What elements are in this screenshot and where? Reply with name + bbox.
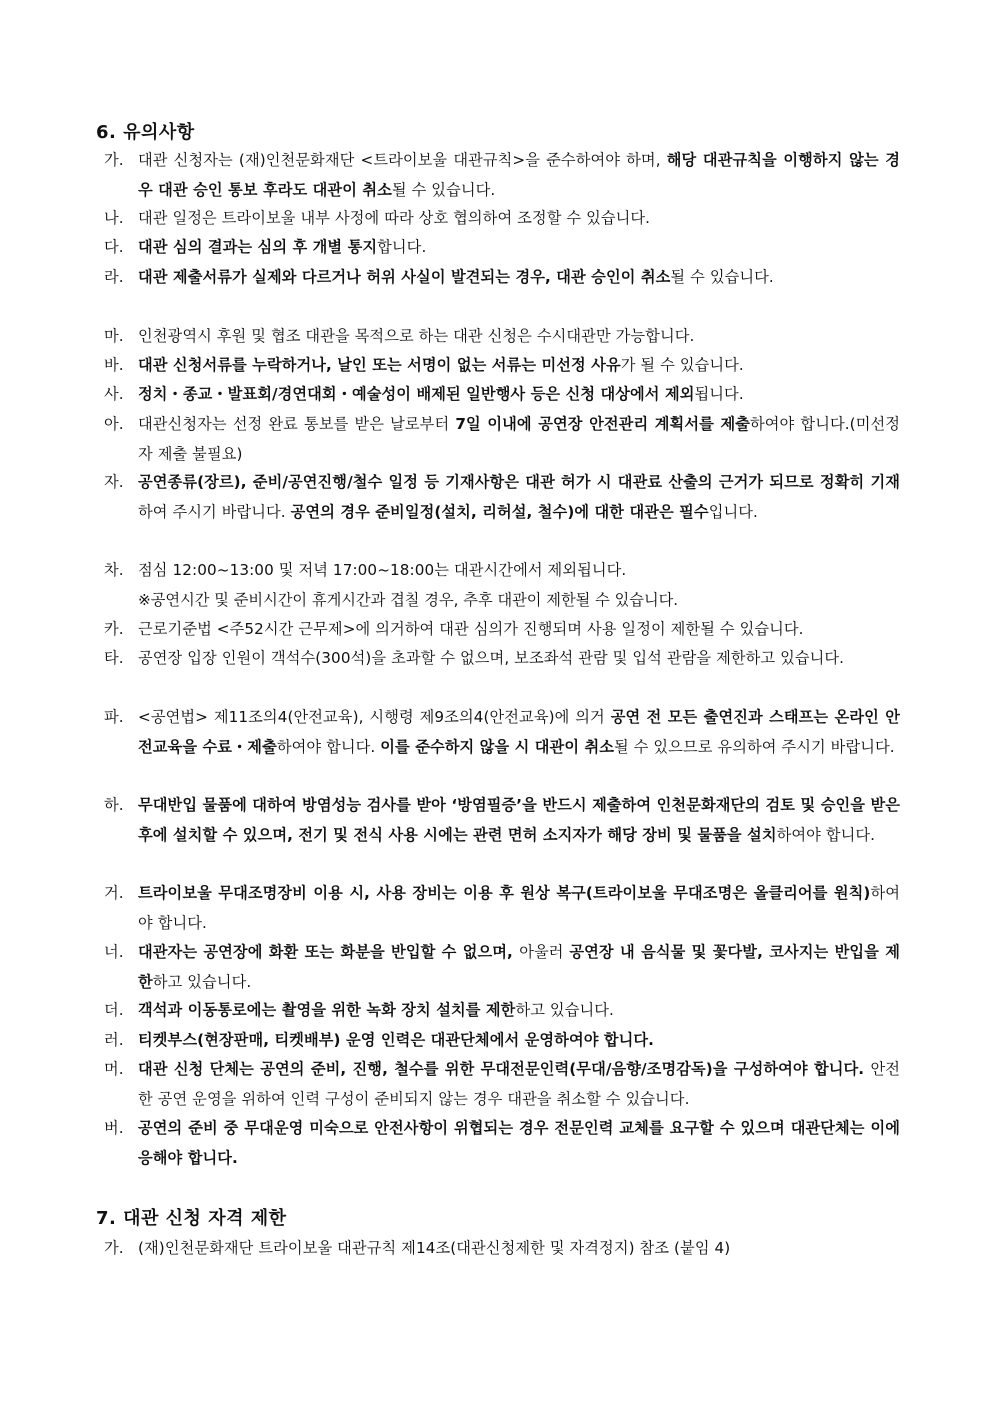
list-item (104, 1234, 900, 1264)
item-marker: 아. (104, 415, 124, 433)
item-text: 공연장 입장 인원이 객석수(300석)을 초과할 수 없으며, 보조좌석 관람 및 입석 관람을 제한하고 있습니다. (138, 649, 845, 667)
item-marker: 러. (104, 1031, 124, 1049)
list-item: 파. <공연법> 제11조의4(안전교육), 시행령 제9조의4(안전교육)에 의거 공연 전 모든 출연진과 스태프는 온라인 안전교육을 수료・제출하여야 합니다. 이를 준수하지 않을 시 대관이 취소될 수 있으므로 유의하여 주시기 바랍니다. (104, 703, 900, 762)
item-marker: 더. (104, 1001, 124, 1019)
item-marker: 차. (104, 561, 124, 579)
item-marker: 마. (104, 327, 124, 345)
list-item: 머. 대관 신청 단체는 공연의 준비, 진행, 철수를 위한 무대전문인력(무대/음향/조명감독)을 구성하여야 합니다. 안전한 공연 운영을 위하여 인력 구성이 준비되지 않는 경우 대관을 취소할 수 있습니다. (104, 1055, 900, 1114)
item-marker: 가. (104, 1239, 124, 1257)
list-item: 가. 대관 신청자는 (재)인천문화재단 <트라이보울 대관규칙>을 준수하여야 하며, 해당 대관규칙을 이행하지 않는 경우 대관 승인 통보 후라도 대관이 취소될 수 있습니다. (104, 146, 900, 205)
list-item: 다. 대관 심의 결과는 심의 후 개별 통지합니다. (104, 233, 900, 263)
item-marker: 가. (104, 151, 124, 169)
item-marker: 버. (104, 1119, 124, 1137)
item-marker: 사. (104, 385, 124, 403)
item-text: 대관 일정은 트라이보울 내부 사정에 따라 상호 협의하여 조정할 수 있습니다. (138, 209, 651, 227)
item-text: 인천광역시 후원 및 협조 대관을 목적으로 하는 대관 신청은 수시대관만 가능합니다. (138, 327, 695, 345)
item-text: 근로기준법 <주52시간 근무제>에 의거하여 대관 심의가 진행되며 사용 일정이 제한될 수 있습니다. (138, 620, 804, 638)
item-marker: 자. (104, 473, 124, 491)
item-marker: 카. (104, 620, 124, 638)
list-item: 거. 트라이보울 무대조명장비 이용 시, 사용 장비는 이용 후 원상 복구(트라이보울 무대조명은 올클리어를 원칙)하여야 합니다. (104, 879, 900, 938)
list-item: 바. 대관 신청서류를 누락하거나, 날인 또는 서명이 없는 서류는 미선정 사유가 될 수 있습니다. (104, 351, 900, 381)
item-marker: 하. (104, 796, 124, 814)
list-item (104, 644, 900, 674)
list-item (104, 1114, 900, 1173)
item-marker: 파. (104, 708, 124, 726)
list-item (104, 322, 900, 352)
list-item: 자. 공연종류(장르), 준비/공연진행/철수 일정 등 기재사항은 대관 허가 시 대관료 산출의 근거가 되므로 정확히 기재하여 주시기 바랍니다. 공연의 경우 준비일정(설치, 리허설, 철수)에 대한 대관은 필수입니다. (104, 468, 900, 527)
list-item (104, 1026, 900, 1056)
break-time-note: ※공연시간 및 준비시간이 휴게시간과 겹칠 경우, 추후 대관이 제한될 수 있습니다. (138, 591, 679, 609)
item-marker: 머. (104, 1060, 124, 1078)
item-marker: 다. (104, 238, 124, 256)
list-item (104, 615, 900, 645)
list-item: 라. 대관 제출서류가 실제와 다르거나 허위 사실이 발견되는 경우, 대관 승인이 취소될 수 있습니다. (104, 263, 900, 293)
item-marker: 나. (104, 209, 124, 227)
list-item: 사. 정치・종교・발표회/경연대회・예술성이 배제된 일반행사 등은 신청 대상에서 제외됩니다. (104, 380, 900, 410)
item-marker: 타. (104, 649, 124, 667)
item-text: (재)인천문화재단 트라이보울 대관규칙 제14조(대관신청제한 및 자격정지) 참조 (붙임 4) (138, 1239, 731, 1257)
item-text: 티켓부스(현장판매, 티켓배부) 운영 인력은 대관단체에서 운영하여야 합니다. (138, 1031, 655, 1049)
list-item: 너. 대관자는 공연장에 화환 또는 화분을 반입할 수 없으며, 아울러 공연장 내 음식물 및 꽃다발, 코사지는 반입을 제한하고 있습니다. (104, 938, 900, 997)
item-text: 공연의 준비 중 무대운영 미숙으로 안전사항이 위협되는 경우 전문인력 교체를 요구할 수 있으며 대관단체는 이에 응해야 합니다. (138, 1119, 900, 1167)
section-7-title: 7. 대관 신청 자격 제한 (96, 1208, 287, 1229)
list-item: 아. 대관신청자는 선정 완료 통보를 받은 날로부터 7일 이내에 공연장 안전관리 계획서를 제출하여야 합니다.(미선정자 제출 불필요) (104, 410, 900, 469)
list-item: 하. 무대반입 물품에 대하여 방염성능 검사를 받아 ‘방염필증’을 반드시 제출하여 인천문화재단의 검토 및 승인을 받은 후에 설치할 수 있으며, 전기 및 전식 사용 시에는 관련 면허 소지자가 해당 장비 및 물품을 설치하여야 합니다. (104, 791, 900, 850)
section-6-title: 6. 유의사항 (96, 122, 195, 143)
list-item: 더. 객석과 이동통로에는 촬영을 위한 녹화 장치 설치를 제한하고 있습니다. (104, 996, 900, 1026)
list-item (104, 556, 900, 586)
item-marker: 너. (104, 943, 124, 961)
item-text: 점심 12:00~13:00 및 저녁 17:00~18:00는 대관시간에서 제외됩니다. (138, 561, 627, 579)
item-marker: 라. (104, 268, 124, 286)
item-marker: 바. (104, 356, 124, 374)
list-item (104, 204, 900, 234)
item-marker: 거. (104, 884, 124, 902)
